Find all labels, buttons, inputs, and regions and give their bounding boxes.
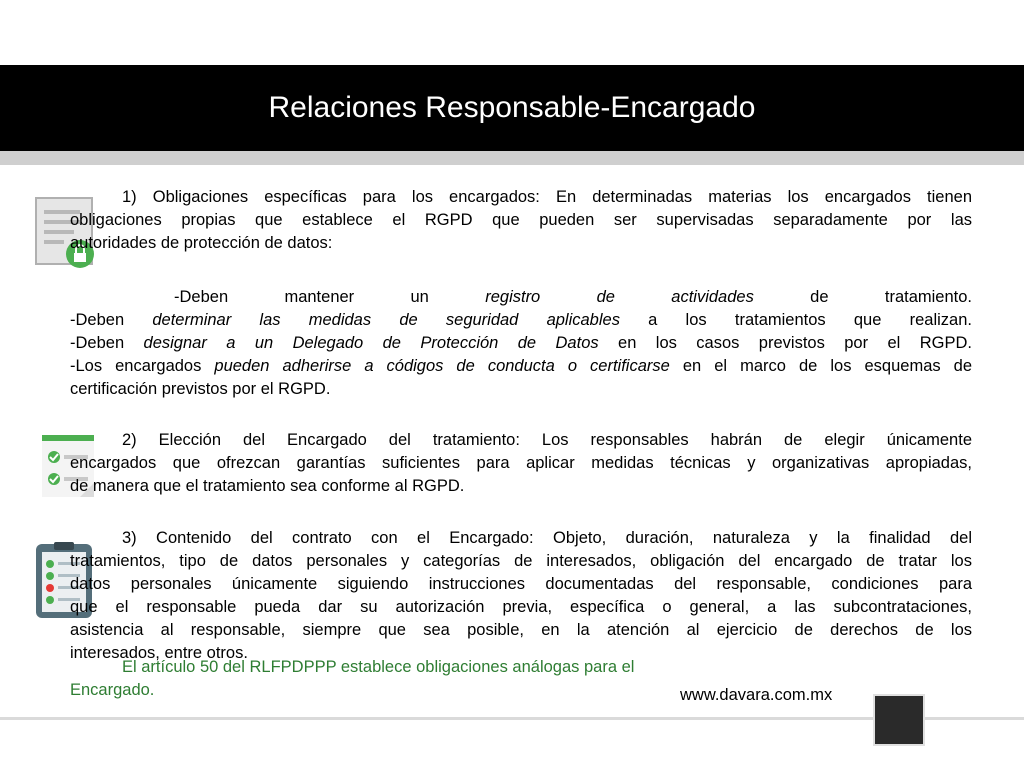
- list-item: -Deben mantener un registro de actividades de tratamiento.: [174, 288, 972, 306]
- section-1-paragraph: [70, 186, 972, 255]
- note-line-2: Encargado.: [70, 681, 155, 699]
- section-1-line-3: autoridades de protección de datos:: [70, 234, 333, 252]
- section-2-line-2: encargados que ofrezcan garantías suficientes para aplicar medidas técnicas y organizativas apropiadas,: [70, 454, 972, 472]
- section-3-line-1: 3) Contenido del contrato con el Encargado: Objeto, duración, naturaleza y la finalidad del: [122, 529, 972, 547]
- section-2-line-3: de manera que el tratamiento sea conforme al RGPD.: [70, 477, 465, 495]
- section-3-line-5: asistencia al responsable, siempre que sea posible, en la atención al ejercicio de derechos de los: [70, 621, 972, 639]
- slide-title: Relaciones Responsable-Encargado: [268, 91, 756, 124]
- section-3-line-6: interesados, entre otros.: [70, 644, 248, 662]
- section-2-line-1: 2) Elección del Encargado del tratamiento: Los responsables habrán de elegir únicamente: [122, 431, 972, 449]
- list-item: -Los encargados pueden adherirse a códigos de conducta o certificarse en el marco de los esquemas de: [70, 357, 973, 375]
- section-2-paragraph: [70, 429, 972, 498]
- list-item: -Deben designar a un Delegado de Protección de Datos en los casos previstos por el RGPD.: [70, 334, 973, 352]
- list-item-continuation: certificación previstos por el RGPD.: [70, 380, 331, 398]
- obligations-list: [70, 286, 972, 401]
- footer-divider: [0, 717, 1024, 720]
- title-shadow: [0, 151, 1024, 165]
- corner-decoration: [873, 694, 925, 746]
- title-bar: [0, 65, 1024, 151]
- section-1-line-1: 1) Obligaciones específicas para los encargados: En determinadas materias los encargados tienen: [122, 188, 972, 206]
- section-3-paragraph: [70, 527, 972, 665]
- section-3-line-3: datos personales únicamente siguiendo instrucciones documentadas del responsable, condiciones para: [70, 575, 972, 593]
- section-3-line-4: que el responsable pueda dar su autorización previa, específica o general, a las subcontrataciones,: [70, 598, 972, 616]
- section-3-line-2: tratamientos, tipo de datos personales y categorías de interesados, obligación del encargado de tratar los: [70, 552, 972, 570]
- note-line-1: El artículo 50 del RLFPDPPP establece obligaciones análogas para el: [122, 658, 635, 676]
- list-item: -Deben determinar las medidas de seguridad aplicables a los tratamientos que realizan.: [70, 311, 972, 329]
- footer-url[interactable]: www.davara.com.mx: [680, 686, 833, 704]
- section-1-line-2: obligaciones propias que establece el RGPD que pueden ser supervisadas separadamente por las: [70, 211, 972, 229]
